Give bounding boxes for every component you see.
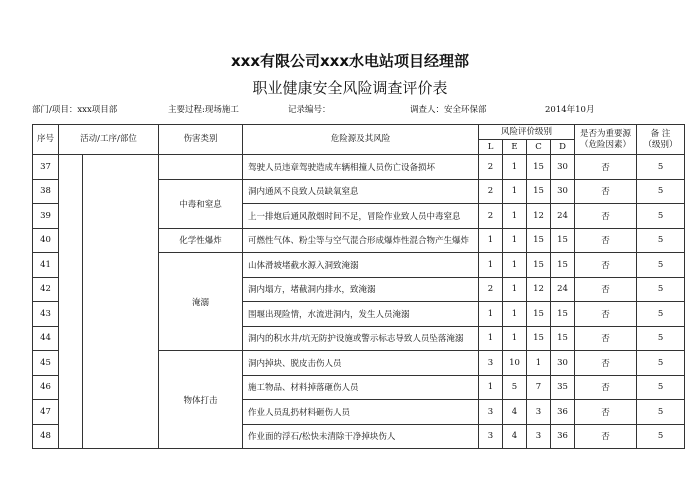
risk-c: 15 — [527, 155, 551, 180]
remark-level: 5 — [637, 277, 685, 302]
table-body — [33, 155, 685, 449]
risk-d: 30 — [551, 155, 575, 180]
hazard-description: 围堰出现险情，水流进洞内，发生人员淹溺 — [243, 302, 479, 327]
header-hazard: 危险源及其风险 — [243, 125, 479, 155]
hazard-description: 驾驶人员违章驾驶造成车辆相撞人员伤亡设备损坏 — [243, 155, 479, 180]
row-number: 44 — [33, 326, 59, 351]
risk-d: 36 — [551, 424, 575, 449]
risk-e: 4 — [503, 400, 527, 425]
risk-l: 2 — [479, 179, 503, 204]
row-number: 38 — [33, 179, 59, 204]
risk-d: 36 — [551, 400, 575, 425]
remark-level: 5 — [637, 204, 685, 229]
process-label: 主要过程:现场施工 — [168, 105, 239, 115]
remark-level: 5 — [637, 351, 685, 376]
risk-l: 1 — [479, 253, 503, 278]
risk-e: 1 — [503, 155, 527, 180]
risk-l: 1 — [479, 302, 503, 327]
row-number: 46 — [33, 375, 59, 400]
hazard-description: 上一排炮后通风散烟时间不足，冒险作业致人员中毒窒息 — [243, 204, 479, 229]
major-source: 否 — [575, 155, 637, 180]
header-e: E — [503, 140, 527, 155]
harm-category — [159, 155, 243, 180]
risk-d: 15 — [551, 253, 575, 278]
harm-category: 物体打击 — [159, 351, 243, 449]
activity-cell-b — [83, 155, 159, 449]
risk-e: 1 — [503, 302, 527, 327]
remark-level: 5 — [637, 424, 685, 449]
risk-e: 10 — [503, 351, 527, 376]
risk-l: 2 — [479, 155, 503, 180]
risk-d: 30 — [551, 179, 575, 204]
risk-e: 1 — [503, 277, 527, 302]
investigator-label: 调查人：安全环保部 — [410, 105, 487, 115]
major-source: 否 — [575, 302, 637, 327]
header-d: D — [551, 140, 575, 155]
hazard-description: 作业面的浮石/松快未清除干净掉块伤人 — [243, 424, 479, 449]
risk-d: 15 — [551, 326, 575, 351]
risk-d: 30 — [551, 351, 575, 376]
form-title: 职业健康安全风险调查评价表 — [252, 79, 448, 97]
hazard-description: 洞内塌方，堵截洞内排水，致淹溺 — [243, 277, 479, 302]
risk-d: 35 — [551, 375, 575, 400]
row-number: 43 — [33, 302, 59, 327]
remark-level: 5 — [637, 400, 685, 425]
header-l: L — [479, 140, 503, 155]
risk-d: 24 — [551, 277, 575, 302]
risk-c: 15 — [527, 228, 551, 253]
header-c: C — [527, 140, 551, 155]
major-source: 否 — [575, 400, 637, 425]
risk-l: 2 — [479, 277, 503, 302]
hazard-description: 洞内掉块、脱皮击伤人员 — [243, 351, 479, 376]
risk-e: 5 — [503, 375, 527, 400]
risk-e: 1 — [503, 326, 527, 351]
major-source: 否 — [575, 253, 637, 278]
hazard-description: 山体滑坡堵截水源入洞致淹溺 — [243, 253, 479, 278]
risk-c: 15 — [527, 326, 551, 351]
risk-l: 1 — [479, 228, 503, 253]
header-risk-level: 风险评价级别 — [479, 125, 575, 140]
hazard-description: 洞内通风不良致人员缺氧窒息 — [243, 179, 479, 204]
major-source: 否 — [575, 204, 637, 229]
risk-e: 1 — [503, 228, 527, 253]
header-seq: 序号 — [33, 125, 59, 155]
risk-l: 3 — [479, 351, 503, 376]
risk-c: 15 — [527, 302, 551, 327]
risk-l: 1 — [479, 375, 503, 400]
risk-c: 12 — [527, 204, 551, 229]
row-number: 42 — [33, 277, 59, 302]
remark-level: 5 — [637, 375, 685, 400]
hazard-description: 洞内的积水井/坑无防护设施或警示标志导致人员坠落淹溺 — [243, 326, 479, 351]
major-source: 否 — [575, 326, 637, 351]
risk-l: 1 — [479, 326, 503, 351]
major-source: 否 — [575, 375, 637, 400]
risk-c: 7 — [527, 375, 551, 400]
harm-category: 淹溺 — [159, 253, 243, 351]
risk-e: 1 — [503, 179, 527, 204]
risk-assessment-table — [32, 124, 685, 449]
major-source: 否 — [575, 228, 637, 253]
activity-cell-a — [59, 155, 83, 449]
risk-c: 1 — [527, 351, 551, 376]
risk-c: 15 — [527, 253, 551, 278]
risk-l: 3 — [479, 400, 503, 425]
header-activity: 活动/工序/部位 — [59, 125, 159, 155]
risk-l: 2 — [479, 204, 503, 229]
risk-c: 15 — [527, 179, 551, 204]
row-number: 48 — [33, 424, 59, 449]
risk-c: 3 — [527, 400, 551, 425]
risk-c: 12 — [527, 277, 551, 302]
dept-label: 部门/项目：xxx项目部 — [32, 105, 118, 115]
remark-level: 5 — [637, 302, 685, 327]
header-remark: 备 注 （级别） — [637, 125, 685, 155]
major-source: 否 — [575, 179, 637, 204]
risk-e: 1 — [503, 253, 527, 278]
major-source: 否 — [575, 424, 637, 449]
major-source: 否 — [575, 277, 637, 302]
risk-e: 4 — [503, 424, 527, 449]
row-number: 40 — [33, 228, 59, 253]
remark-level: 5 — [637, 155, 685, 180]
risk-d: 24 — [551, 204, 575, 229]
risk-c: 3 — [527, 424, 551, 449]
risk-d: 15 — [551, 228, 575, 253]
harm-category: 中毒和窒息 — [159, 179, 243, 228]
row-number: 45 — [33, 351, 59, 376]
company-title: xxx有限公司xxx水电站项目经理部 — [230, 52, 470, 70]
risk-e: 1 — [503, 204, 527, 229]
row-number: 41 — [33, 253, 59, 278]
remark-level: 5 — [637, 228, 685, 253]
harm-category: 化学性爆炸 — [159, 228, 243, 253]
header-harm: 伤害类别 — [159, 125, 243, 155]
remark-level: 5 — [637, 253, 685, 278]
remark-level: 5 — [637, 179, 685, 204]
hazard-description: 施工物品、材料掉落砸伤人员 — [243, 375, 479, 400]
row-number: 39 — [33, 204, 59, 229]
row-number: 47 — [33, 400, 59, 425]
risk-l: 3 — [479, 424, 503, 449]
major-source: 否 — [575, 351, 637, 376]
row-number: 37 — [33, 155, 59, 180]
header-major: 是否为重要源 （危险因素） — [575, 125, 637, 155]
date-label: 2014年10月 — [545, 105, 595, 115]
hazard-description: 可燃性气体、粉尘等与空气混合形成爆炸性混合物产生爆炸 — [243, 228, 479, 253]
risk-d: 15 — [551, 302, 575, 327]
remark-level: 5 — [637, 326, 685, 351]
table-row — [33, 155, 685, 180]
record-number-label: 记录编号： — [288, 105, 331, 115]
hazard-description: 作业人员乱扔材料砸伤人员 — [243, 400, 479, 425]
